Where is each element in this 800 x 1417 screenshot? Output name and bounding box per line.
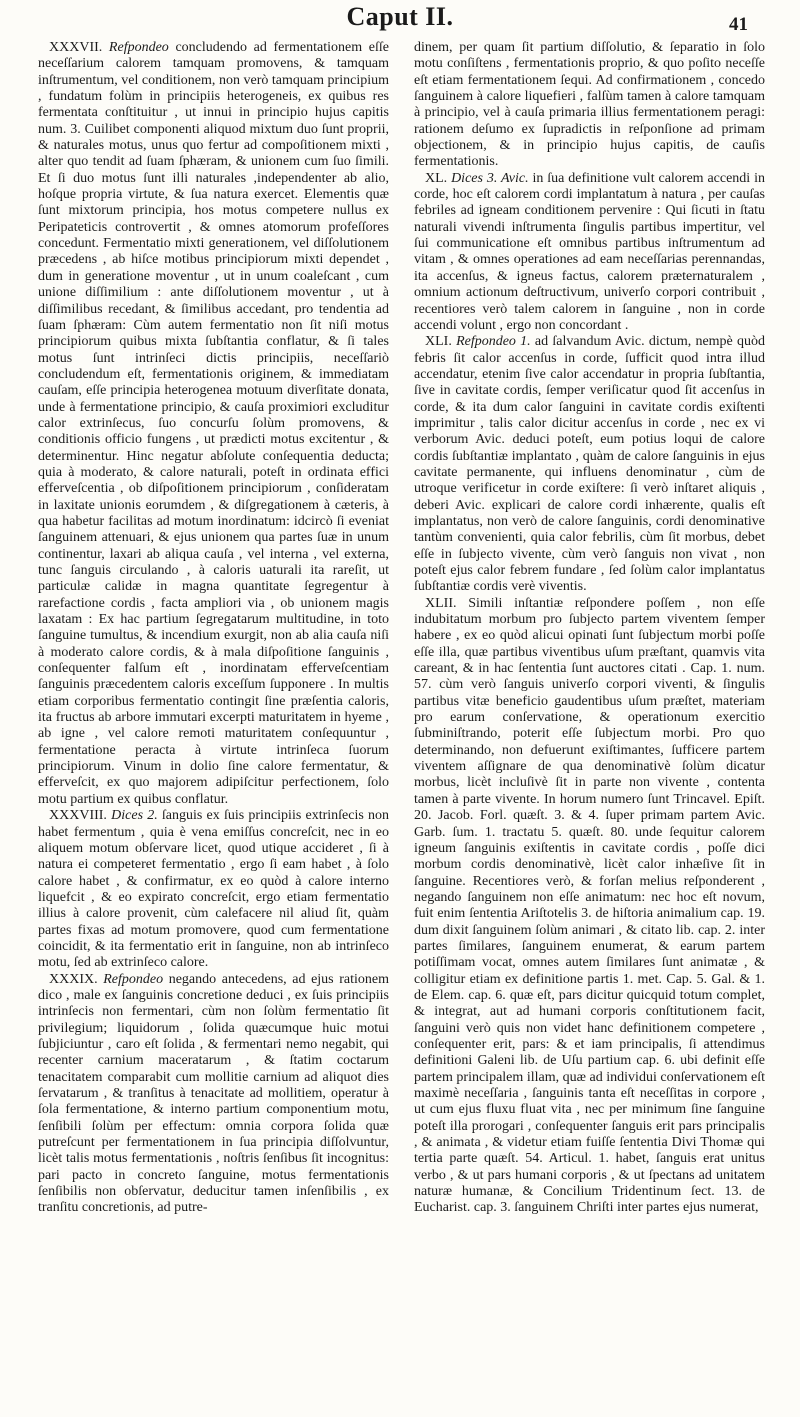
- section-number: XLI.: [425, 334, 457, 350]
- paragraph-lead: Dices 2.: [111, 808, 158, 824]
- paragraph: [414, 334, 765, 596]
- section-number: XXXVII.: [49, 40, 109, 55]
- page-header: [0, 0, 800, 40]
- paragraph: [38, 40, 389, 808]
- section-number: XL.: [425, 170, 452, 186]
- paragraph: [414, 596, 765, 1217]
- section-number: XXXVIII.: [49, 808, 112, 824]
- paragraph: [414, 40, 765, 171]
- paragraph-lead: Refpondeo 1.: [456, 334, 531, 350]
- paragraph-text: negando antecedens, ad ejus rationem dico , male ex ſanguinis concretione deduci , ex ſuis principiis intrinſecis non fermentari, cùm non ſolùm fermentatio ſit privilegium; liquidorum , ſolida quæcumque huic motui ſubjiciuntur , caro eſt ſolida , & fermentari nemo negabit, qui recenter carnium maceratarum , & ſtatim coctarum tenacitatem comparabit cum mollitie carnium ad aliquot dies ſervatarum , & tranſitus à tenacitate ad mollitiem, operatur à ſola fermentatione, & interno partium componentium motu, ſenſibili ſolùm per effectum: omnia corpora ſolida quæ putreſcunt per fermentationem in ſua principia diſſolvuntur, licèt talis motus fermentationis , noſtris ſenſibus ſit incognitus: pari pacto in concreto ſanguine, motus fermentationis ſenſibilis non obſervatur, deducitur tamen inſenſibilis , ex tranſitu concretionis, ad putre-: [38, 971, 389, 1216]
- page-number: 41: [729, 14, 748, 35]
- paragraph: [38, 972, 389, 1217]
- paragraph-text: Simili inſtantiæ reſpondere poſſem , non eſſe indubitatum morbum pro ſubjecto partem viventem ſemper habere , ex eo quòd alicui opinati ſunt ſubjectum morbi poſſe eſſe illa, quæ partibus viventibus uſum præſtant, quamvis vita careant, & in hac ſententia ſunt auctores citati . Cap. 1. num. 57. cùm verò ſanguis univerſo corpori viventi, & ſingulis partibus vitæ beneficio gaudentibus uſum præſtet, materiam pro earum conſervatione, & operationum exercitio ſubminiſtrando, poterit eſſe ſubjectum morbi. Pro quo determinando, non defuerunt exiſtimantes, ſufficere partem viventem aſſignare de qua denominativè ſolùm dicatur morbus, licèt incluſivè ſit in parte non vivente , contenta tamen à parte vivente. In horum numero ſunt Trincavel. Epiſt. 20. Jacob. Forl. quæſt. 3. & 4. ſuper primam partem Avic. Garb. ſum. 1. tractatu 5. quæſt. 80. unde ſequitur calorem igneum ſanguinis exiſtentis in cavitate cordis , poſſe dici morbum cordis denominativè, licèt calor inhæſive ſit in ſanguine. Recentiores verò, & forſan melius reſponderent , negando ſanguinem non eſſe animatum: nec hoc eſt novum, fuit enim ſententia Ariſtotelis 3. de hiſtoria animalium cap. 19. dum dixit ſanguinem ſolùm animari , & citato lib. cap. 2. inter partes ſimilares, ſanguinem enumerat, & earum partem potiſſimam vocat, omnes autem ſimilares ſunt animatæ , & colligitur etiam ex definitione partis 1. met. Cap. 5. Gal. & 1. de Elem. cap. 6. quæ eſt, pars dicitur quicquid totum complet, & integrat, aut ad humani corporis conſtitutionem facit, ſanguini verò quis non videt hanc definitionem competere , conſequenter erit, pars: & et iam principalis, ſi attendimus definitioni Galeni lib. de Uſu partium cap. 6. ubi definit eſſe partem principalem illam, quæ ad individui conſervationem eſt maximè neceſſaria , ſanguinis tanta eſt neceſſitas in corpore , ut cum ejus fluxu fluat vita , nec per minimum ſine ſanguine poteſt illa prorogari , conſequenter ſanguis erit pars principalis , & animata , & videtur etiam fuiſſe ſententia Divi Thomæ qui tertia parte quæſt. 54. Articul. 1. habet, ſanguis erat unitus verbo , & ut pars humani corporis , & ut ſpectans ad unitatem naturæ humanæ, & Concilium Tridentinum ſect. 13. de Eucharist. cap. 3. ſanguinem Chriſti inter partes ejus numerat,: [414, 595, 765, 1216]
- paragraph-text: concludendo ad fermentationem eſſe neceſſarium calorem tamquam promovens, & tamquam inſtrumentum, vel conditionem, non verò tamquam principium , fundatum folùm in principiis heterogeneis, ex quibus res fermentata conſtituitur , ut innui in principio hujus capitis num. 3. Cuilibet componenti aliquod mixtum duo ſunt proprii, & naturales motus, unus quo fertur ad compoſitionem mixti , alter quo tendit ad ſuam ſphæram, & unionem cum ſuo ſimili. Et ſi duo motus ſunt illi naturales ,independenter ab alio, hoſque propria virtute, & ſua natura exercet. Elementis quæ ſunt mixtorum principia, hos motus competere nullus ex Peripateticis controvertit , & omnes atomorum profeſſores concedunt. Fermentatio mixti generationem, vel diſſolutionem præcedens , ab hiſce motibus principiorum mixti dependet , dum in generatione moventur , ut in unum coaleſcant , cum unione diſſimilium : ante diſſolutionem moventur , ut à diſſimilibus recedant, & ſimilibus accedant, pro tendentia ad ſuam ſphæram: Cùm autem fermentatio non ſit niſi motus principiorum quibus mixta ſubſtantia conflatur, & ſi tales motus ſunt intrinſeci dictis principiis, neceſſariò concludendum eſt, fermentationis originem, & immediatam cauſam, eſſe principia heterogenea motuum diverſitate donata, unde à fermentatione principio, & cauſa proximiori excluditur calor extrinſecus, ſuo concurſu ſolùm promovens, & conditionis officio fungens , ut prædicti motus excitentur , & determinentur. Hinc negatur abſolute conſequentia deducta; quia à moderato, & calore naturali, poteſt in ordinata effici efferveſcentia , ob diſpoſitionem principiorum , conſideratam in laxitate unionis eorumdem , & diſgregationem à cæteris, à qua habetur facilitas ad motum inordinatum: idcircò ſi eveniat ſanguinem attenuari, & ejus unionem qua partes ſuæ in unum continentur, laxari ab aliqua cauſa , vel interna , vel externa, tunc ſanguis circulando , à caloris uaturali ita rareſit, ut particulæ calidæ in magna quantitate ſegregentur à rarefactione cordis , facta ampliori via , ob unionem magis laxatam : Ex hac partium ſegregatarum multitudine, in toto ſanguine tumultus, & incendium exurgit, non ab alia cauſa niſi à moderato calore cordis, & à mala diſpoſitione ſanguinis , conſequenter falſum eſt , inordinatam efferveſcentiam ſanguinis præcedentem caloris exceſſum ſupponere . In multis etiam corporibus fermentatio contingit ſine præſentia caloris, ita fructus ab arbore immutari excerpti maturitatem in hyeme , ab igne , vel calore remoti maturitatem conſequuntur , fermentatione peracta à virtute intrinſeca ſuorum principiorum. Vinum in dolio ſine calore fermentatur, & efferveſcit, ex quo majorem adipiſcitur perfectionem, ſolo motu partium ex quibus conflatur.: [38, 40, 389, 807]
- left-column: [38, 40, 389, 1410]
- paragraph: [38, 808, 389, 971]
- running-head: Caput II.: [346, 2, 454, 31]
- paragraph-text: in ſua definitione vult calorem accendi in corde, hoc eſt calorem cordi implantatum à natura , per cauſas febriles ad igneam conditionem pervenire : Qui ſicuti in ſtatu naturali vivendi inſtrumenta ſingulis partibus impertitur, vel ſui communicatione eſt omnibus partibus inſtrumentum ad vitam , & omnes operationes ad eam neceſſarias perennandas, ita accenſus, & igneus factus, calorem præternaturalem , omnium actionum deſtructivum, univerſo corpori contribuit , recentiores verò talem calorem in ſanguine , non in corde accendi volunt , ergo non concordant .: [414, 170, 765, 333]
- paragraph-text: ad ſalvandum Avic. dictum, nempè quòd febris ſit calor accenſus in corde, ſufficit quod intra illud accendatur, etenim ſive calor accendatur in propria ſubſtantia, ſive in cavitate cordis, ſemper veriſicatur quod ſit accenſus in corde, & ita dum calor ſanguini in cavitate cordis exiſtenti imprimitur , talis calor dicitur accenſus in corde , nec ex vi verborum Avic. deduci poteſt, eum potius loqui de calore cordis ſubſtantiæ implantato , quàm de calore ſanguinis in ejus cavitate permanente, qui influens denominatur , cùm de utroque verificetur in corde exiſtere: ſi verò inſtaret aliquis , deberi Avic. explicari de calore cordi inhærente, qualis eſt implantatus, non verò de calore ſanguinis, cordi denominative tantùm convenienti, quia calor febrilis, cùm ſit morbus, debet eſſe in ſubjecto vivente, cùm verò ſanguis non vivat , non poteſt ejus calor febrem fundare , ſed ſolùm calor implantatus ſubſtantiæ cordis verè viventis.: [414, 334, 765, 595]
- paragraph-lead: Dices 3. Avic.: [451, 170, 529, 186]
- paragraph-text: ſanguis ex ſuis principiis extrinſecis non habet fermentum , quia è vena emiſſus concreſcit, nec in eo aliquem motum obſervare licet, quod utique accideret , ſi à natura ei competeret fermentatio , ergo ſi eam habet , à ſolo calore habet , & confirmatur, ex eo quòd à calore interno liquefcit , & eo expirato concreſcit, ergo etiam fermentatio illius à calore provenit, cùm calefacere nil aliud ſit, quàm partes fixas ad motum promovere, quod cum fermentatione coincidit, & ita fermentatio erit in ſanguine, non ab intrinſeco motu, ſed ab extrinſeco calore.: [38, 808, 389, 971]
- paragraph-lead: Refpondeo: [103, 971, 164, 987]
- section-number: XLII.: [425, 595, 469, 611]
- section-number: XXXIX.: [49, 971, 104, 987]
- text-columns: [38, 40, 765, 1410]
- paragraph: [414, 171, 765, 334]
- paragraph-lead: Refpondeo: [108, 40, 169, 55]
- right-column: [414, 40, 765, 1410]
- paragraph-text: dinem, per quam ſit partium diſſolutio, & ſeparatio in ſolo motu conſiſtens , fermentationis proprio, & quo poſito neceſſe eſt etiam fermentationem ſequi. Ad confirmationem , concedo ſanguinem à calore liquefieri , falſùm tamen à calore tamquam à principio, vel à cauſa primaria illius fermentationem peragi: rationem deſumo ex ſupradictis in reſponſione ad primam objectionem, & in principio hujus capitis, de cauſis fermentationis.: [414, 40, 765, 170]
